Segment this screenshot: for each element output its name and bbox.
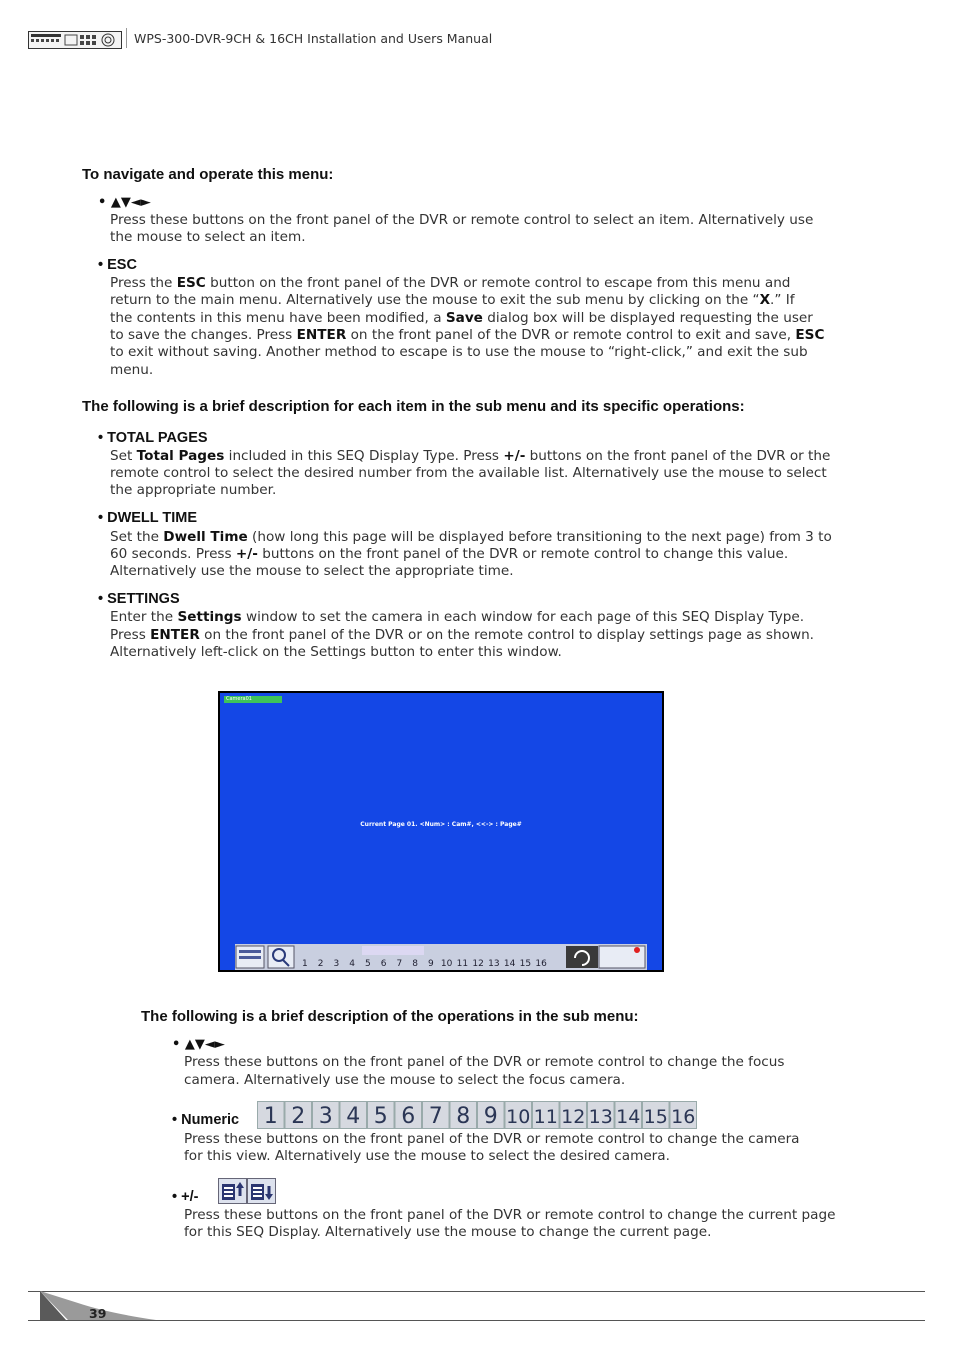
numeric-button-14[interactable] xyxy=(615,1102,642,1129)
numeric-button-label: 11 xyxy=(533,1106,558,1128)
esc-line-4: to save the changes. Press ENTER on the front panel of the DVR or remote control to exit and save, ESC xyxy=(110,327,825,343)
esc-line-5: to exit without saving. Another method to escape is to use the mouse to “right-click,” and exit the sub xyxy=(110,344,808,360)
toolbar-number-11[interactable]: 11 xyxy=(456,959,469,969)
numeric-button-6[interactable] xyxy=(395,1102,422,1130)
numeric-button-9[interactable] xyxy=(478,1102,505,1130)
numeric-button-label: 2 xyxy=(291,1104,306,1129)
settings-bullet: • SETTINGS xyxy=(98,591,180,607)
dvr-logo-icon xyxy=(28,31,122,49)
toolbar-number-7[interactable]: 7 xyxy=(396,959,403,969)
numeric-button-label: 4 xyxy=(346,1104,361,1129)
numeric-button-1[interactable] xyxy=(258,1102,285,1130)
toolbar-number-12[interactable]: 12 xyxy=(472,959,484,969)
toolbar-number-9[interactable]: 9 xyxy=(428,959,434,969)
ops-arrows-bullet: • ▲▼◄► xyxy=(172,1037,225,1052)
dvr-settings-screenshot xyxy=(218,691,664,972)
items-heading: The following is a brief description for each item in the sub menu and its specific operations: xyxy=(82,398,745,415)
numeric-button-label: 15 xyxy=(643,1106,668,1128)
ops-heading: The following is a brief description of the operations in the sub menu: xyxy=(141,1008,639,1025)
nav-arrows-bullet: • ▲▼◄► xyxy=(98,195,151,210)
numeric-button-label: 12 xyxy=(561,1106,586,1128)
numeric-button-8[interactable] xyxy=(450,1102,477,1130)
numeric-line-2: for this view. Alternatively use the mouse to select the desired camera. xyxy=(184,1148,670,1164)
numeric-button-2[interactable] xyxy=(285,1102,312,1130)
numeric-button-15[interactable] xyxy=(643,1102,670,1129)
numeric-button-5[interactable] xyxy=(368,1102,395,1130)
numeric-bullet: • Numeric xyxy=(172,1112,240,1128)
footer-rule-top xyxy=(28,1291,925,1292)
toolbar-number-10[interactable]: 10 xyxy=(440,959,453,969)
toolbar-number-13[interactable]: 13 xyxy=(488,959,500,969)
numeric-button-12[interactable] xyxy=(560,1102,587,1129)
numeric-button-label: 14 xyxy=(616,1106,641,1128)
esc-line-1: Press the ESC button on the front panel of the DVR or remote control to escape from this menu and xyxy=(110,275,791,291)
plus-minus-line-2: for this SEQ Display. Alternatively use the mouse to change the current page. xyxy=(184,1224,712,1240)
ops-arrows-line-2: camera. Alternatively use the mouse to select the focus camera. xyxy=(184,1072,626,1088)
header-divider xyxy=(126,28,127,48)
numeric-button-label: 10 xyxy=(506,1106,531,1128)
total-pages-line-2: remote control to select the desired number from the available list. Alternatively use the mouse to select xyxy=(110,465,827,481)
nav-heading: To navigate and operate this menu: xyxy=(82,166,334,183)
total-pages-bullet: • TOTAL PAGES xyxy=(98,430,208,446)
toolbar-number-16[interactable]: 16 xyxy=(535,959,547,969)
dwell-time-bullet: • DWELL TIME xyxy=(98,510,198,526)
numeric-line-1: Press these buttons on the front panel of the DVR or remote control to change the camera xyxy=(184,1131,800,1147)
toolbar-number-14[interactable]: 14 xyxy=(503,959,516,969)
toolbar-number-6[interactable]: 6 xyxy=(380,959,387,969)
page-up-icon[interactable] xyxy=(219,1179,247,1204)
toolbar-number-8[interactable]: 8 xyxy=(412,959,418,969)
dwell-time-line-2: 60 seconds. Press +/- buttons on the front panel of the DVR or remote control to change this value. xyxy=(110,546,789,562)
esc-bullet: • ESC xyxy=(98,257,137,273)
numeric-button-label: 9 xyxy=(483,1104,498,1129)
numeric-button-3[interactable] xyxy=(313,1102,340,1130)
toolbar-number-15[interactable]: 15 xyxy=(519,959,532,969)
toolbar-number-5[interactable]: 5 xyxy=(365,959,371,969)
numeric-button-4[interactable] xyxy=(340,1102,367,1130)
plus-minus-bullet: • +/- xyxy=(172,1189,199,1205)
numeric-button-label: 16 xyxy=(671,1106,696,1128)
esc-line-3: the contents in this menu have been modified, a Save dialog box will be displayed requesting the user xyxy=(110,310,813,326)
total-pages-line-1: Set Total Pages included in this SEQ Display Type. Press +/- buttons on the front panel of the DVR or the xyxy=(110,448,831,464)
camera-tag: Camera01 xyxy=(224,696,282,703)
page-number: 39 xyxy=(89,1306,107,1321)
numeric-button-7[interactable] xyxy=(423,1102,450,1130)
numeric-button-label: 6 xyxy=(401,1104,416,1129)
page-up-down-buttons xyxy=(218,1178,276,1204)
esc-line-2: return to the main menu. Alternatively use the mouse to exit the sub menu by clicking on the “X.” If xyxy=(110,292,795,308)
numeric-buttons-strip xyxy=(257,1101,697,1129)
settings-line-3: Alternatively left-click on the Settings button to enter this window. xyxy=(110,644,562,660)
numeric-button-10[interactable] xyxy=(505,1102,532,1129)
screen-message: Current Page 01. <Num> : Cam#, <<-> : Page# xyxy=(360,821,522,828)
total-pages-line-3: the appropriate number. xyxy=(110,482,277,498)
dwell-time-line-1: Set the Dwell Time (how long this page will be displayed before transitioning to the next page) from 3 to xyxy=(110,529,832,545)
settings-line-2: Press ENTER on the front panel of the DVR or on the remote control to display settings page as shown. xyxy=(110,627,814,643)
ops-arrows-line-1: Press these buttons on the front panel of the DVR or remote control to change the focus xyxy=(184,1054,785,1070)
numeric-button-label: 1 xyxy=(263,1104,278,1129)
numeric-button-label: 13 xyxy=(588,1106,613,1128)
toolbar-number-3[interactable]: 3 xyxy=(333,959,340,969)
page-down-icon[interactable] xyxy=(248,1179,276,1204)
manual-title: WPS-300-DVR-9CH & 16CH Installation and Users Manual xyxy=(134,31,493,46)
toolbar-number-2[interactable]: 2 xyxy=(317,959,324,969)
dwell-time-line-3: Alternatively use the mouse to select the appropriate time. xyxy=(110,563,514,579)
numeric-button-11[interactable] xyxy=(533,1102,560,1129)
settings-line-1: Enter the Settings window to set the camera in each window for each page of this SEQ Display Type. xyxy=(110,609,805,625)
footer-rule-bottom xyxy=(28,1320,925,1321)
numeric-button-16[interactable] xyxy=(670,1102,697,1129)
plus-minus-line-1: Press these buttons on the front panel of the DVR or remote control to change the current page xyxy=(184,1207,836,1223)
screen-toolbar xyxy=(235,944,647,970)
nav-arrows-line-1: Press these buttons on the front panel of the DVR or remote control to select an item. Alternatively use xyxy=(110,212,814,228)
numeric-button-13[interactable] xyxy=(588,1102,615,1129)
numeric-button-label: 5 xyxy=(373,1104,388,1129)
toolbar-number-4[interactable]: 4 xyxy=(349,959,355,969)
numeric-button-label: 8 xyxy=(456,1104,471,1129)
numeric-button-label: 7 xyxy=(428,1104,443,1129)
esc-line-6: menu. xyxy=(110,362,154,378)
nav-arrows-line-2: the mouse to select an item. xyxy=(110,229,306,245)
numeric-button-label: 3 xyxy=(318,1104,333,1129)
toolbar-number-1[interactable]: 1 xyxy=(302,959,308,969)
